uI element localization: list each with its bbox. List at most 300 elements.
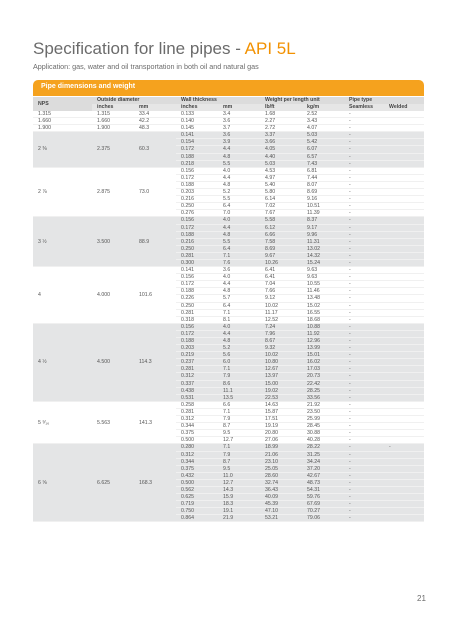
lbft-cell: 3.37 [260,132,302,139]
kgm-cell: 11.46 [302,288,344,295]
kgm-cell: 10.55 [302,281,344,288]
seamless-cell: - [344,444,384,451]
wt-inches-cell: 0.281 [176,309,218,316]
lbft-cell: 7.02 [260,203,302,210]
seamless-cell: - [344,259,384,266]
wt-inches-cell: 0.203 [176,345,218,352]
wt-inches-cell: 0.281 [176,252,218,259]
lbft-cell: 2.27 [260,118,302,125]
header-weight: Weight per length unit [260,97,344,104]
welded-cell [384,252,424,259]
wt-inches-cell: 0.188 [176,231,218,238]
table-row [33,217,424,224]
seamless-cell: - [344,330,384,337]
lbft-cell: 4.05 [260,146,302,153]
welded-cell [384,118,424,125]
od-inches-cell: 3.500 [92,217,134,267]
nps-cell: 4 ½ [33,323,92,401]
kgm-cell: 3.43 [302,118,344,125]
wt-inches-cell: 0.172 [176,330,218,337]
kgm-cell: 40.28 [302,437,344,444]
wt-inches-cell: 0.141 [176,267,218,274]
lbft-cell: 36.43 [260,486,302,493]
wt-inches-cell: 0.312 [176,416,218,423]
kgm-cell: 16.55 [302,309,344,316]
kgm-cell: 6.57 [302,153,344,160]
kgm-cell: 28.25 [302,387,344,394]
wt-inches-cell: 0.226 [176,295,218,302]
welded-cell [384,508,424,515]
welded-cell [384,479,424,486]
wt-mm-cell: 5.5 [218,160,260,167]
kgm-cell: 21.92 [302,401,344,408]
wt-mm-cell: 21.9 [218,515,260,522]
od-inches-cell: 5.563 [92,401,134,444]
section-header-bar [33,80,424,96]
kgm-cell: 12.96 [302,338,344,345]
title-main: Specification for line pipes - [33,39,245,58]
kgm-cell: 31.25 [302,451,344,458]
nps-cell: 6 ⅝ [33,444,92,522]
lbft-cell: 14.63 [260,401,302,408]
welded-cell [384,267,424,274]
lbft-cell: 15.00 [260,380,302,387]
wt-inches-cell: 0.312 [176,451,218,458]
header-od-inches: inches [92,104,134,111]
seamless-cell: - [344,295,384,302]
nps-cell: 5 ⁹⁄₁₆ [33,401,92,444]
welded-cell [384,366,424,373]
wt-mm-cell: 11.0 [218,472,260,479]
wt-inches-cell: 0.216 [176,238,218,245]
header-outside-diameter: Outside diameter [92,97,176,104]
kgm-cell: 28.22 [302,444,344,451]
seamless-cell: - [344,465,384,472]
seamless-cell: - [344,167,384,174]
welded-cell [384,430,424,437]
lbft-cell: 19.02 [260,387,302,394]
seamless-cell: - [344,267,384,274]
kgm-cell: 5.03 [302,132,344,139]
seamless-cell: - [344,146,384,153]
seamless-cell: - [344,352,384,359]
nps-cell: 4 [33,267,92,324]
wt-mm-cell: 4.4 [218,224,260,231]
seamless-cell: - [344,174,384,181]
lbft-cell: 6.66 [260,231,302,238]
wt-inches-cell: 0.318 [176,316,218,323]
wt-inches-cell: 0.172 [176,281,218,288]
title-accent: API 5L [244,39,296,58]
wt-inches-cell: 0.188 [176,153,218,160]
seamless-cell: - [344,302,384,309]
wt-mm-cell: 4.0 [218,323,260,330]
lbft-cell: 22.53 [260,394,302,401]
wt-inches-cell: 0.219 [176,352,218,359]
pipe-group [33,132,424,167]
welded-cell [384,181,424,188]
kgm-cell: 13.99 [302,345,344,352]
welded-cell: - [384,444,424,451]
welded-cell [384,352,424,359]
wt-mm-cell: 7.9 [218,416,260,423]
pipe-group [33,401,424,444]
wt-inches-cell: 0.188 [176,338,218,345]
wt-mm-cell: 12.7 [218,479,260,486]
od-mm-cell: 101.6 [134,267,176,324]
kgm-cell: 9.63 [302,274,344,281]
kgm-cell: 8.69 [302,189,344,196]
wt-inches-cell: 0.280 [176,444,218,451]
pipe-group [33,167,424,217]
kgm-cell: 13.48 [302,295,344,302]
lbft-cell: 7.04 [260,281,302,288]
table-row [33,125,424,132]
wt-inches-cell: 0.188 [176,288,218,295]
welded-cell [384,330,424,337]
wt-inches-cell: 0.133 [176,111,218,118]
wt-mm-cell: 7.1 [218,309,260,316]
lbft-cell: 8.67 [260,338,302,345]
kgm-cell: 2.52 [302,111,344,118]
wt-inches-cell: 0.203 [176,189,218,196]
wt-mm-cell: 5.5 [218,238,260,245]
wt-inches-cell: 0.276 [176,210,218,217]
header-wt-inches: inches [176,104,218,111]
welded-cell [384,125,424,132]
wt-inches-cell: 0.172 [176,224,218,231]
kgm-cell: 59.76 [302,494,344,501]
wt-inches-cell: 0.141 [176,132,218,139]
pipe-group [33,323,424,401]
wt-inches-cell: 0.500 [176,437,218,444]
header-wall-thickness: Wall thickness [176,97,260,104]
kgm-cell: 9.96 [302,231,344,238]
welded-cell [384,458,424,465]
lbft-cell: 9.12 [260,295,302,302]
table-row [33,132,424,139]
welded-cell [384,302,424,309]
lbft-cell: 45.39 [260,501,302,508]
seamless-cell: - [344,125,384,132]
wt-inches-cell: 0.375 [176,430,218,437]
page-title [33,39,296,59]
lbft-cell: 32.74 [260,479,302,486]
wt-inches-cell: 0.250 [176,203,218,210]
subtitle: Application: gas, water and oil transportation in both oil and natural gas [33,62,259,71]
kgm-cell: 8.07 [302,181,344,188]
table-row [33,401,424,408]
welded-cell [384,238,424,245]
header-seamless: Seamless [344,104,384,111]
lbft-cell: 12.67 [260,366,302,373]
lbft-cell: 6.14 [260,196,302,203]
wt-mm-cell: 4.4 [218,330,260,337]
kgm-cell: 11.39 [302,210,344,217]
seamless-cell: - [344,210,384,217]
lbft-cell: 28.60 [260,472,302,479]
kgm-cell: 25.99 [302,416,344,423]
wt-inches-cell: 0.250 [176,302,218,309]
kgm-cell: 48.73 [302,479,344,486]
welded-cell [384,451,424,458]
kgm-cell: 7.44 [302,174,344,181]
lbft-cell: 40.09 [260,494,302,501]
nps-cell: 3 ½ [33,217,92,267]
od-mm-cell: 114.3 [134,323,176,401]
lbft-cell: 53.21 [260,515,302,522]
wt-mm-cell: 7.6 [218,259,260,266]
lbft-cell: 1.68 [260,111,302,118]
kgm-cell: 15.24 [302,259,344,266]
welded-cell [384,196,424,203]
wt-mm-cell: 4.8 [218,153,260,160]
wt-mm-cell: 4.0 [218,274,260,281]
od-inches-cell: 4.000 [92,267,134,324]
header-pipe-type: Pipe type [344,97,424,104]
od-mm-cell: 42.2 [134,118,176,125]
kgm-cell: 18.68 [302,316,344,323]
welded-cell [384,373,424,380]
lbft-cell: 7.24 [260,323,302,330]
seamless-cell: - [344,430,384,437]
seamless-cell: - [344,309,384,316]
kgm-cell: 20.73 [302,373,344,380]
wt-mm-cell: 4.0 [218,217,260,224]
table-row [33,323,424,330]
wt-inches-cell: 0.281 [176,408,218,415]
wt-mm-cell: 4.4 [218,174,260,181]
seamless-cell: - [344,437,384,444]
lbft-cell: 47.10 [260,508,302,515]
welded-cell [384,494,424,501]
od-mm-cell: 33.4 [134,111,176,118]
welded-cell [384,387,424,394]
page-number: 21 [417,594,426,603]
header-wt-mm: mm [218,104,260,111]
kgm-cell: 28.45 [302,423,344,430]
wt-mm-cell: 18.3 [218,501,260,508]
seamless-cell: - [344,274,384,281]
seamless-cell: - [344,132,384,139]
seamless-cell: - [344,458,384,465]
welded-cell [384,486,424,493]
wt-mm-cell: 3.6 [218,118,260,125]
kgm-cell: 9.16 [302,196,344,203]
wt-mm-cell: 4.8 [218,231,260,238]
seamless-cell: - [344,153,384,160]
wt-mm-cell: 7.1 [218,408,260,415]
wt-inches-cell: 0.156 [176,167,218,174]
seamless-cell: - [344,515,384,522]
nps-cell: 1.660 [33,118,92,125]
kgm-cell: 9.17 [302,224,344,231]
seamless-cell: - [344,203,384,210]
wt-mm-cell: 5.5 [218,196,260,203]
seamless-cell: - [344,366,384,373]
lbft-cell: 20.80 [260,430,302,437]
welded-cell [384,408,424,415]
lbft-cell: 10.26 [260,259,302,266]
kgm-cell: 7.43 [302,160,344,167]
wt-mm-cell: 4.8 [218,338,260,345]
wt-mm-cell: 4.4 [218,146,260,153]
wt-mm-cell: 3.4 [218,111,260,118]
welded-cell [384,501,424,508]
welded-cell [384,153,424,160]
wt-inches-cell: 0.216 [176,196,218,203]
wt-mm-cell: 4.0 [218,167,260,174]
seamless-cell: - [344,472,384,479]
lbft-cell: 4.40 [260,153,302,160]
seamless-cell: - [344,217,384,224]
pipe-group [33,444,424,522]
wt-mm-cell: 3.7 [218,125,260,132]
seamless-cell: - [344,238,384,245]
section-header-label: Pipe dimensions and weight [41,83,136,90]
kgm-cell: 9.63 [302,267,344,274]
wt-inches-cell: 0.344 [176,458,218,465]
wt-inches-cell: 0.140 [176,118,218,125]
kgm-cell: 79.06 [302,515,344,522]
wt-inches-cell: 0.438 [176,387,218,394]
welded-cell [384,189,424,196]
seamless-cell: - [344,486,384,493]
table-row [33,167,424,174]
wt-inches-cell: 0.337 [176,380,218,387]
seamless-cell: - [344,118,384,125]
pipe-group [33,118,424,125]
welded-cell [384,323,424,330]
seamless-cell: - [344,252,384,259]
lbft-cell: 9.67 [260,252,302,259]
kgm-cell: 13.02 [302,245,344,252]
wt-inches-cell: 0.531 [176,394,218,401]
lbft-cell: 12.52 [260,316,302,323]
lbft-cell: 10.02 [260,302,302,309]
wt-mm-cell: 7.1 [218,444,260,451]
wt-mm-cell: 8.6 [218,380,260,387]
wt-inches-cell: 0.156 [176,274,218,281]
od-inches-cell: 2.375 [92,132,134,167]
welded-cell [384,167,424,174]
header-od-mm: mm [134,104,176,111]
lbft-cell: 5.03 [260,160,302,167]
welded-cell [384,224,424,231]
wt-mm-cell: 5.2 [218,189,260,196]
seamless-cell: - [344,224,384,231]
welded-cell [384,309,424,316]
welded-cell [384,160,424,167]
welded-cell [384,217,424,224]
welded-cell [384,465,424,472]
lbft-cell: 6.12 [260,224,302,231]
lbft-cell: 10.02 [260,352,302,359]
wt-inches-cell: 0.237 [176,359,218,366]
wt-inches-cell: 0.258 [176,401,218,408]
lbft-cell: 7.67 [260,210,302,217]
seamless-cell: - [344,423,384,430]
welded-cell [384,231,424,238]
kgm-cell: 5.42 [302,139,344,146]
lbft-cell: 27.06 [260,437,302,444]
kgm-cell: 34.24 [302,458,344,465]
lbft-cell: 5.40 [260,181,302,188]
pipe-dimensions-table [33,97,424,522]
wt-mm-cell: 9.5 [218,465,260,472]
seamless-cell: - [344,408,384,415]
kgm-cell: 6.81 [302,167,344,174]
kgm-cell: 14.32 [302,252,344,259]
od-inches-cell: 1.660 [92,118,134,125]
seamless-cell: - [344,196,384,203]
kgm-cell: 17.03 [302,366,344,373]
wt-mm-cell: 5.2 [218,345,260,352]
wt-mm-cell: 3.6 [218,267,260,274]
kgm-cell: 10.88 [302,323,344,330]
lbft-cell: 8.69 [260,245,302,252]
nps-cell: 1.315 [33,111,92,118]
welded-cell [384,146,424,153]
wt-inches-cell: 0.562 [176,486,218,493]
seamless-cell: - [344,373,384,380]
nps-cell: 1.900 [33,125,92,132]
lbft-cell: 21.06 [260,451,302,458]
wt-mm-cell: 5.7 [218,295,260,302]
table-row [33,111,424,118]
lbft-cell: 17.51 [260,416,302,423]
seamless-cell: - [344,416,384,423]
wt-inches-cell: 0.154 [176,139,218,146]
kgm-cell: 33.56 [302,394,344,401]
od-inches-cell: 4.500 [92,323,134,401]
kgm-cell: 23.50 [302,408,344,415]
wt-inches-cell: 0.218 [176,160,218,167]
kgm-cell: 37.20 [302,465,344,472]
seamless-cell: - [344,160,384,167]
wt-inches-cell: 0.432 [176,472,218,479]
seamless-cell: - [344,508,384,515]
seamless-cell: - [344,401,384,408]
welded-cell [384,174,424,181]
wt-inches-cell: 0.281 [176,366,218,373]
wt-mm-cell: 15.9 [218,494,260,501]
wt-inches-cell: 0.156 [176,323,218,330]
wt-mm-cell: 6.0 [218,359,260,366]
table-row [33,444,424,451]
header-kgm: kg/m [302,104,344,111]
wt-mm-cell: 8.7 [218,423,260,430]
lbft-cell: 23.10 [260,458,302,465]
wt-inches-cell: 0.145 [176,125,218,132]
lbft-cell: 6.41 [260,274,302,281]
welded-cell [384,111,424,118]
welded-cell [384,359,424,366]
welded-cell [384,259,424,266]
welded-cell [384,416,424,423]
welded-cell [384,132,424,139]
welded-cell [384,394,424,401]
wt-mm-cell: 8.1 [218,316,260,323]
nps-cell: 2 ⅞ [33,167,92,217]
pipe-group [33,217,424,267]
wt-mm-cell: 6.6 [218,401,260,408]
kgm-cell: 54.31 [302,486,344,493]
welded-cell [384,274,424,281]
wt-inches-cell: 0.719 [176,501,218,508]
kgm-cell: 67.69 [302,501,344,508]
wt-mm-cell: 11.1 [218,387,260,394]
